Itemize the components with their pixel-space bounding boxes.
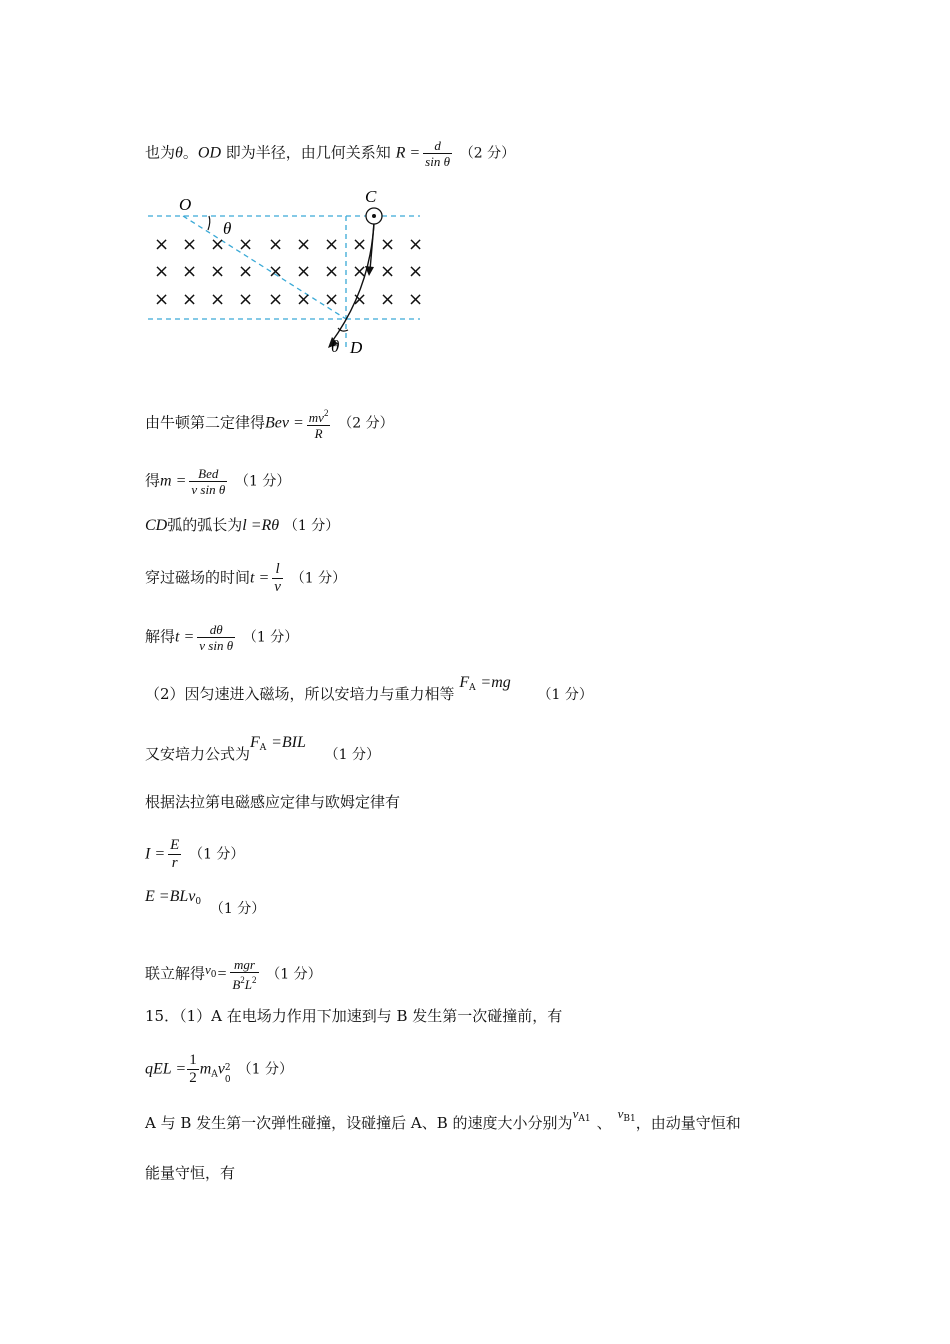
- equation-lhs: qEL =: [145, 1060, 187, 1078]
- equation: [459, 673, 510, 691]
- field-cross: ×: [324, 289, 340, 310]
- field-cross: ×: [296, 234, 312, 255]
- label-theta-top: θ: [223, 219, 232, 238]
- field-cross: ×: [154, 261, 170, 282]
- field-cross: ×: [352, 261, 368, 282]
- numerator: mgr: [230, 957, 258, 973]
- field-cross: ×: [182, 261, 198, 282]
- field-cross: ×: [408, 261, 424, 282]
- score: （1 分）: [290, 570, 347, 587]
- text: 解得: [145, 627, 176, 646]
- mass-symbol: m: [199, 1060, 212, 1078]
- v0-symbol: [205, 960, 217, 978]
- line-faraday-ohm: [145, 792, 400, 812]
- denominator: 2: [189, 1070, 197, 1086]
- score: （2 分）: [459, 145, 516, 162]
- denominator: v sin θ: [199, 638, 234, 653]
- field-cross: ×: [352, 289, 368, 310]
- exponent: 2: [224, 1062, 231, 1073]
- numerator: E: [170, 837, 180, 853]
- equation: [250, 733, 306, 751]
- fraction: [307, 406, 331, 441]
- line-arc-length: [145, 515, 339, 536]
- fraction: [189, 466, 227, 497]
- l-symbol: L: [244, 977, 253, 992]
- line-geometry-radius: [145, 138, 515, 169]
- score: （1 分）: [189, 846, 245, 863]
- field-cross: ×: [210, 261, 226, 282]
- equation-lhs: t =: [250, 569, 270, 587]
- line-time-result: [145, 622, 298, 653]
- denominator: r: [171, 855, 178, 871]
- va1-symbol: [573, 1104, 591, 1122]
- line-emf: [145, 886, 266, 917]
- subscript: A: [259, 743, 267, 753]
- b-symbol: B: [232, 977, 241, 992]
- sub-sup: [224, 1060, 233, 1085]
- text: 也为: [145, 143, 176, 162]
- field-cross: ×: [268, 261, 284, 282]
- fraction: [197, 622, 235, 653]
- theta-symbol: θ: [175, 144, 183, 162]
- score: （1 分）: [242, 629, 299, 646]
- field-cross: ×: [210, 234, 226, 255]
- label-c: C: [365, 188, 377, 206]
- field-cross: ×: [408, 234, 424, 255]
- vb1-symbol: [618, 1104, 636, 1122]
- text: 联立解得: [145, 964, 206, 983]
- fraction: [168, 837, 181, 872]
- numerator: Bed: [189, 466, 227, 482]
- score: （2 分）: [338, 415, 394, 432]
- equation-lhs: I =: [145, 845, 166, 863]
- text: 弧的弧长为: [167, 516, 243, 534]
- field-cross: ×: [296, 261, 312, 282]
- field-cross: ×: [380, 289, 396, 310]
- label-theta-bottom: θ: [331, 337, 340, 356]
- v-symbol: v: [572, 1106, 579, 1121]
- fraction: [187, 1052, 199, 1087]
- score: （1 分）: [266, 966, 322, 983]
- equation: E =BLv: [145, 888, 196, 905]
- field-cross: ×: [238, 261, 254, 282]
- denominator: v: [274, 579, 281, 595]
- line-elastic-collision: [145, 1106, 741, 1139]
- score: （1 分）: [324, 747, 381, 763]
- text: 得: [145, 471, 161, 490]
- out-of-page-dot: [372, 214, 376, 218]
- text: 。: [182, 143, 198, 162]
- v-symbol: v: [617, 1106, 624, 1121]
- text: 穿过磁场的时间: [145, 568, 251, 587]
- text: A 与 B 发生第一次弹性碰撞，设碰撞后 A、B 的速度大小分别为: [145, 1114, 573, 1132]
- numerator: 1: [189, 1052, 197, 1068]
- denominator: sin θ: [425, 154, 450, 169]
- text: 由牛顿第二定律得: [145, 413, 266, 432]
- field-cross: ×: [380, 261, 396, 282]
- text: （2）因匀速进入磁场，所以安培力与重力相等: [145, 685, 455, 703]
- text: 又安培力公式为: [145, 745, 251, 763]
- equation-lhs: Bev =: [265, 414, 304, 432]
- score: （1 分）: [209, 901, 266, 917]
- text: 根据法拉第电磁感应定律与欧姆定律有: [145, 793, 401, 811]
- equation-lhs: t =: [175, 628, 195, 646]
- force-symbol: F: [459, 674, 470, 691]
- field-cross: ×: [408, 289, 424, 310]
- subscript: 0: [195, 897, 202, 907]
- field-cross: ×: [380, 234, 396, 255]
- field-cross: ×: [324, 261, 340, 282]
- denominator: R: [314, 426, 323, 441]
- field-cross: ×: [238, 289, 254, 310]
- subscript: A: [469, 683, 476, 693]
- subscript: A1: [578, 1114, 591, 1124]
- numerator: d: [423, 138, 452, 154]
- numerator: l: [272, 561, 283, 579]
- numerator-text: mv: [308, 410, 324, 425]
- line-ohm-law: [145, 837, 244, 872]
- separator: 、: [596, 1114, 612, 1132]
- label-d: D: [350, 338, 363, 357]
- numerator: [307, 406, 331, 426]
- velocity-arrow: [370, 224, 374, 270]
- equals: =: [216, 965, 228, 983]
- field-cross: ×: [238, 234, 254, 255]
- velocity-symbol: v: [217, 1060, 225, 1078]
- subscript: A: [211, 1069, 218, 1080]
- score: （1 分）: [237, 1061, 293, 1078]
- text: 15．（1）A 在电场力作用下加速到与 B 发生第一次碰撞前，有: [145, 1007, 563, 1025]
- denominator: v sin θ: [191, 482, 226, 497]
- denominator: [230, 973, 258, 992]
- label-o: O: [179, 195, 192, 214]
- exponent: 2: [323, 408, 329, 418]
- subscript: 0: [210, 969, 217, 980]
- score: （1 分）: [537, 687, 593, 703]
- field-cross: ×: [268, 289, 284, 310]
- radius-od-line: [183, 216, 346, 319]
- text: 即为半径，由几何关系知: [225, 143, 391, 162]
- exponent: 2: [240, 975, 245, 985]
- field-cross: ×: [324, 234, 340, 255]
- line-energy-conservation: [145, 1163, 235, 1183]
- angle-arc-top: [208, 216, 210, 230]
- field-cross: ×: [296, 289, 312, 310]
- equation-lhs: m =: [160, 472, 187, 490]
- field-cross: ×: [154, 289, 170, 310]
- line-mass-result: [145, 466, 290, 497]
- force-symbol: F: [250, 734, 260, 751]
- field-cross: ×: [182, 234, 198, 255]
- line-ampere-force: [145, 734, 381, 770]
- subscript: 0: [224, 1074, 231, 1085]
- line-v0-result: [145, 957, 322, 992]
- fraction: [423, 138, 452, 169]
- line-newton-second-law: [145, 406, 394, 441]
- text: ，由动量守恒和: [635, 1114, 741, 1132]
- equation-lhs: R =: [395, 144, 421, 162]
- magnetic-field-diagram: [145, 188, 435, 363]
- line-energy-equation: [145, 1052, 293, 1087]
- line-force-balance: [145, 674, 593, 710]
- field-cross: ×: [182, 289, 198, 310]
- magnetic-field-crosses: [154, 234, 423, 310]
- field-cross: ×: [210, 289, 226, 310]
- field-cross: ×: [154, 234, 170, 255]
- line-time-in-field: [145, 561, 346, 596]
- fraction: [272, 561, 283, 596]
- fraction: [230, 957, 258, 992]
- field-cross: ×: [352, 234, 368, 255]
- v-symbol: v: [205, 961, 211, 977]
- score: （1 分）: [283, 518, 340, 534]
- numerator: dθ: [197, 622, 235, 638]
- equation-rhs: =BIL: [271, 734, 306, 751]
- equation: l =Rθ: [242, 517, 280, 534]
- field-cross: ×: [268, 234, 284, 255]
- segment-od: OD: [197, 144, 221, 162]
- score: （1 分）: [234, 473, 291, 490]
- exponent: 2: [252, 975, 257, 985]
- text: 能量守恒，有: [145, 1164, 236, 1182]
- line-problem-15: [145, 1006, 562, 1026]
- subscript: B1: [623, 1114, 636, 1124]
- equation-rhs: =mg: [480, 674, 511, 691]
- arc-cd: CD: [145, 517, 168, 534]
